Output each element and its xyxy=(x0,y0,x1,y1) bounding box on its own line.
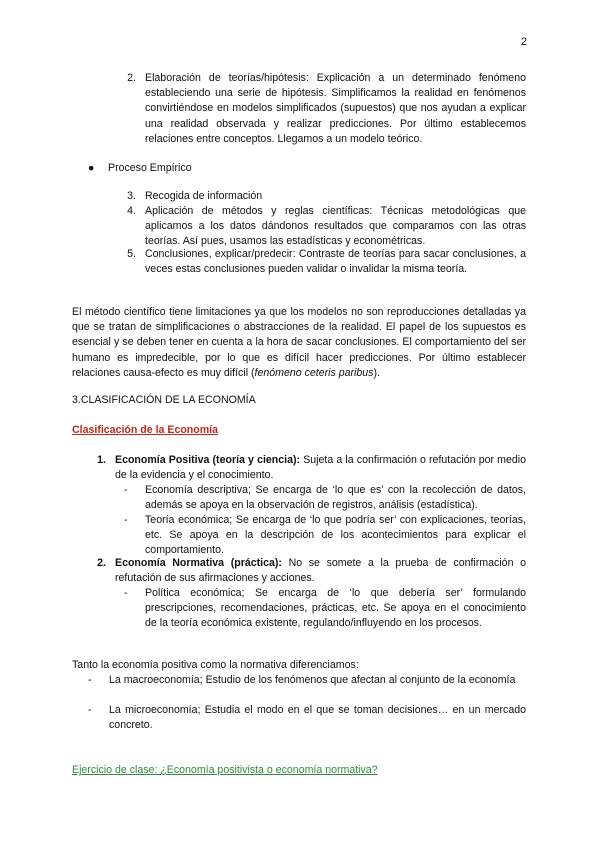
list-number: 5. xyxy=(127,248,136,260)
term-bold: Economía Positiva (teoría y ciencia): xyxy=(115,454,301,466)
paragraph: Tanto la economía positiva como la normativa diferenciamos: xyxy=(72,659,359,671)
paragraph-italic: fenómeno ceteris paribus xyxy=(254,366,374,379)
dash-icon: - xyxy=(88,704,92,716)
dash-icon: - xyxy=(88,674,92,686)
section-title: 3.CLASIFICACIÓN DE LA ECONOMÍA xyxy=(72,394,256,406)
exercise-link: Ejercicio de clase: ¿Economía positivista o economía normativa? xyxy=(72,764,378,776)
list-number: 2. xyxy=(97,557,106,569)
sub-list-item xyxy=(88,673,526,688)
list-item-text xyxy=(115,453,526,483)
sub-list-text: Economía descriptiva; Se encarga de ‘lo que es’ con la recolección de datos, además se apoya en la observación de registros, análisis (estadística). xyxy=(145,484,526,512)
list-number: 3. xyxy=(127,190,136,202)
paragraph-text: El método científico tiene limitaciones ya que los modelos no son reproducciones detalladas ya que se tratan de simplificaciones o abstracciones de la realidad. El papel de los supuestos es esencial y se deben tener en cuenta a la hora de sacar conclusiones. El comportamiento del ser humano es impredecible, por lo que es difícil hacer predicciones. Por último establecer relaciones causa-efecto es muy difícil ( xyxy=(72,306,526,379)
bullet-item xyxy=(88,161,388,176)
term-bold: Economía Normativa (práctica): xyxy=(115,557,282,569)
sub-list-text: La microeconomía; Estudia el modo en el que se toman decisiones… en un mercado concreto. xyxy=(109,704,526,732)
paragraph xyxy=(72,305,526,381)
list-item xyxy=(118,189,526,204)
paragraph-end: ). xyxy=(373,366,380,379)
list-number: 1. xyxy=(97,454,106,466)
sub-list-item xyxy=(124,586,526,632)
sub-list-item xyxy=(88,703,526,733)
bullet-icon: ● xyxy=(88,162,95,174)
sub-list-text: Teoría económica; Se encarga de ‘lo que podría ser’ con explicaciones, teorías, etc. Se apoya en la descripción de los acontecimientos para explicar el comportamiento. xyxy=(145,514,526,557)
bullet-text: Proceso Empírico xyxy=(108,162,192,174)
page-number: 2 xyxy=(520,36,527,48)
list-item-text: Conclusiones, explicar/predecir: Contraste de teorías para sacar conclusiones, a veces estas conclusiones pueden validar o invalidar la misma teoría. xyxy=(145,248,526,276)
list-item-text xyxy=(115,556,526,586)
sub-list-item xyxy=(124,483,526,513)
list-item-text: Recogida de información xyxy=(145,190,263,202)
dash-icon: - xyxy=(124,514,128,526)
list-item-text: Elaboración de teorías/hipótesis: Explicación a un determinado fenómeno estableciendo una serie de hipótesis. Simplificamos la realidad en fenómenos convirtiéndose en modelos simplificados (supuestos) que nos ayudan a explicar una realidad observada y realizar predicciones. Por último establecemos relaciones entre conceptos. Llegamos a un modelo teórico. xyxy=(145,72,526,145)
term-text: No se somete a la prueba de confirmación o refutación de sus afirmaciones y acciones. xyxy=(115,557,526,585)
sub-list-item xyxy=(124,513,526,559)
list-item-text: Aplicación de métodos y reglas científicas: Técnicas metodológicas que aplicamos a los datos dándonos resultados que comparamos con las otras teorías. Así pues, usamos las estadísticas y econométricas. xyxy=(145,205,526,248)
dash-icon: - xyxy=(124,484,128,496)
list-number: 2. xyxy=(127,72,136,84)
sub-list-text: La macroeconomía; Estudio de los fenómenos que afectan al conjunto de la economía xyxy=(109,674,516,686)
list-number: 4. xyxy=(127,205,136,217)
dash-icon: - xyxy=(124,587,128,599)
list-item xyxy=(88,453,526,483)
list-item xyxy=(88,556,526,586)
list-item xyxy=(118,204,526,250)
sub-list-text: Política económica; Se encarga de ‘lo que debería ser’ formulando prescripciones, recomendaciones, prácticas, etc. Se apoya en el conocimiento de la teoría económica existente, regulando/influyendo en los procesos. xyxy=(145,587,526,630)
list-item xyxy=(118,71,526,147)
list-item xyxy=(118,247,526,277)
subsection-title: Clasificación de la Economía xyxy=(72,424,219,436)
term-text: Sujeta a la confirmación o refutación por medio de la evidencia y el conocimiento. xyxy=(115,454,526,482)
